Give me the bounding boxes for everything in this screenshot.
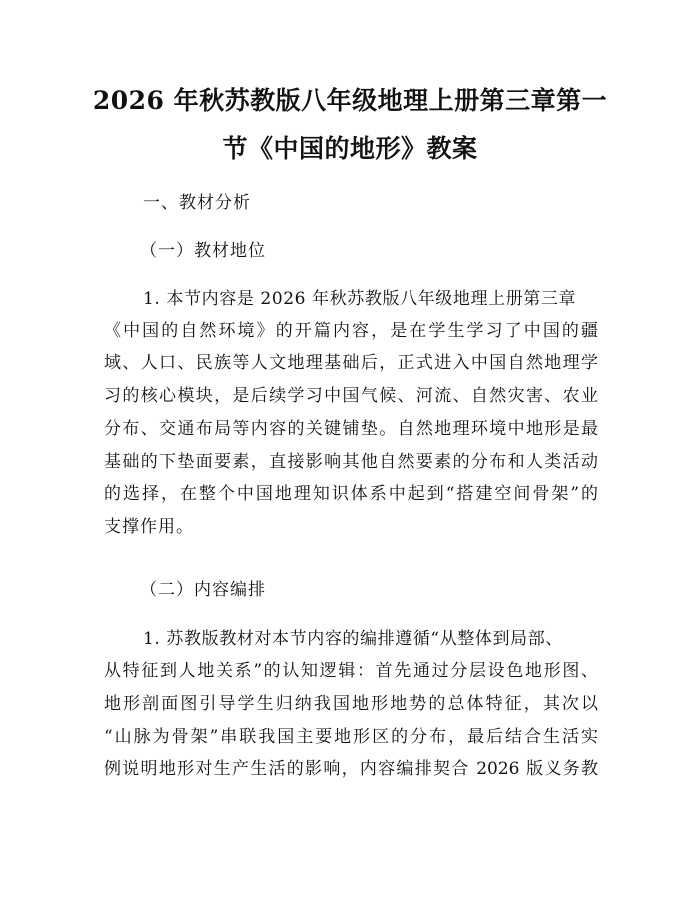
paragraph-line: 习的核心模块，是后续学习中国气候、河流、自然灾害、农业 [104, 386, 598, 406]
section-heading-teaching-material-analysis: 一、教材分析 [143, 193, 251, 213]
paragraph-line: 从特征到人地关系”的认知逻辑：首先通过分层设色地形图、 [104, 661, 598, 681]
paragraph-line: 支撑作用。 [104, 517, 194, 537]
paragraph-line: 1. 苏教版教材对本节内容的编排遵循“从整体到局部、 [143, 629, 563, 649]
paragraph-line: 的选择，在整个中国地理知识体系中起到“搭建空间骨架”的 [104, 484, 598, 504]
subsection-heading-material-status: （一）教材地位 [140, 241, 266, 261]
document-title-line-2: 节《中国的地形》教案 [222, 134, 478, 163]
paragraph-line: 例说明地形对生产生活的影响，内容编排契合 2026 版义务教 [104, 759, 598, 779]
document-title-line-1: 2026 年秋苏教版八年级地理上册第三章第一 [92, 86, 608, 115]
paragraph-line: 《中国的自然环境》的开篇内容，是在学生学习了中国的疆 [104, 321, 598, 341]
paragraph-line: 1. 本节内容是 2026 年秋苏教版八年级地理上册第三章 [143, 289, 577, 309]
paragraph-line: 分布、交通布局等内容的关键铺垫。自然地理环境中地形是最 [104, 419, 598, 439]
paragraph-line: 基础的下垫面要素，直接影响其他自然要素的分布和人类活动 [104, 452, 598, 472]
paragraph-line: 地形剖面图引导学生归纳我国地形地势的总体特征，其次以 [104, 694, 598, 714]
subsection-heading-content-arrangement: （二）内容编排 [140, 580, 266, 600]
paragraph-line: “山脉为骨架”串联我国主要地形区的分布，最后结合生活实 [104, 727, 598, 747]
paragraph-line: 域、人口、民族等人文地理基础后，正式进入中国自然地理学 [104, 353, 598, 373]
